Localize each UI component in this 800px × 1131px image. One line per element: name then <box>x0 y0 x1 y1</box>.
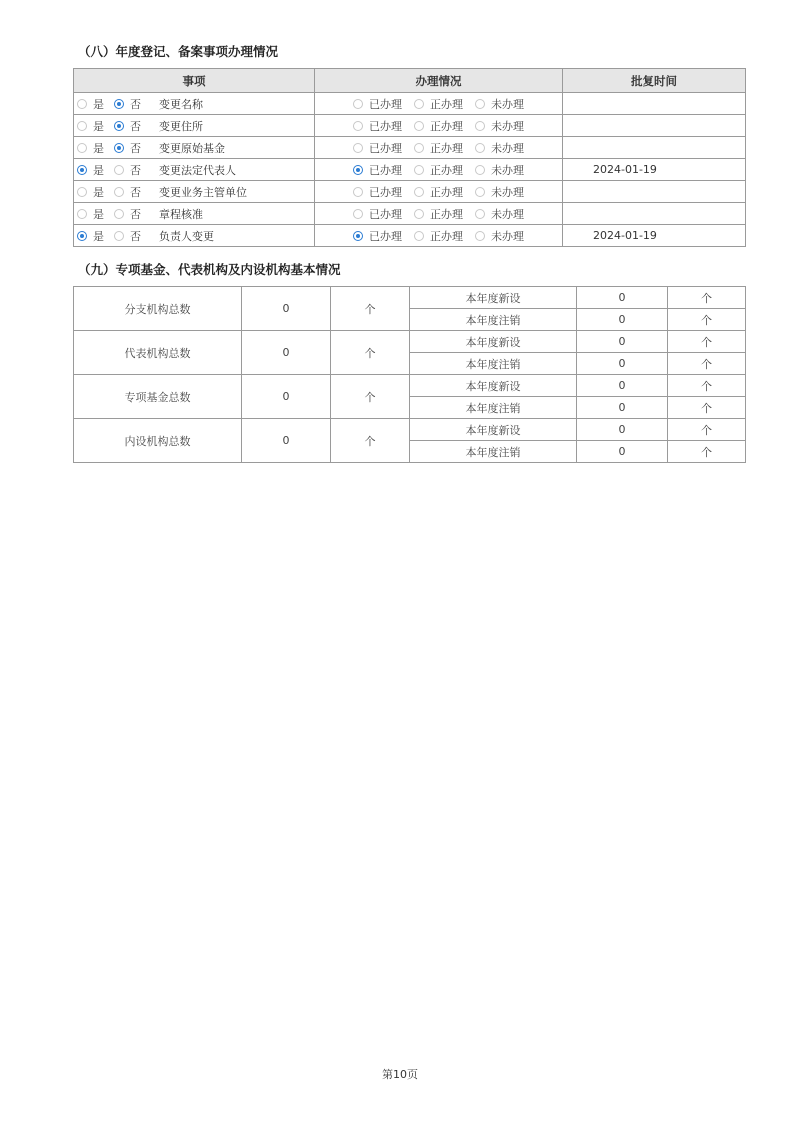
item-name: 变更原始基金 <box>159 141 225 155</box>
header-approval-date: 批复时间 <box>563 69 746 93</box>
status-cell <box>315 159 563 181</box>
approval-date-cell <box>563 181 746 203</box>
item-name: 变更业务主管单位 <box>159 185 247 199</box>
status-label: 未办理 <box>491 185 524 199</box>
approval-date <box>563 137 745 158</box>
approval-date <box>563 115 745 136</box>
unit-label: 个 <box>668 441 746 463</box>
yes-label: 是 <box>93 229 104 243</box>
status-cell <box>315 115 563 137</box>
approval-date <box>563 203 745 224</box>
status-radio-group <box>315 203 562 224</box>
status-radio[interactable] <box>475 143 485 153</box>
status-option <box>353 184 406 200</box>
no-radio[interactable] <box>114 231 124 241</box>
status-label: 正办理 <box>430 207 463 221</box>
cancel-count: 0 <box>577 309 668 331</box>
new-count: 0 <box>577 331 668 353</box>
org-type-name: 代表机构总数 <box>74 331 242 375</box>
item-cell <box>74 203 315 225</box>
status-option <box>475 228 528 244</box>
yes-label: 是 <box>93 207 104 221</box>
no-radio[interactable] <box>114 187 124 197</box>
no-label: 否 <box>130 119 141 133</box>
no-radio[interactable] <box>114 209 124 219</box>
unit-label: 个 <box>331 331 410 375</box>
status-radio-group <box>315 137 562 158</box>
status-label: 正办理 <box>430 229 463 243</box>
status-option <box>414 118 467 134</box>
yes-radio[interactable] <box>77 143 87 153</box>
no-label: 否 <box>130 141 141 155</box>
cancel-count: 0 <box>577 353 668 375</box>
item-radio-group <box>74 181 314 202</box>
table-row <box>74 203 746 225</box>
new-label: 本年度新设 <box>410 287 577 309</box>
status-option <box>475 184 528 200</box>
table-row <box>74 287 746 309</box>
new-count: 0 <box>577 375 668 397</box>
yes-radio[interactable] <box>77 99 87 109</box>
unit-label: 个 <box>331 419 410 463</box>
organization-table <box>73 286 746 463</box>
status-option <box>475 96 528 112</box>
item-radio-group <box>74 93 314 114</box>
approval-date-cell <box>563 203 746 225</box>
section-8-title: （八）年度登记、备案事项办理情况 <box>78 44 279 59</box>
table-row <box>74 225 746 247</box>
item-radio-group <box>74 203 314 224</box>
status-label: 未办理 <box>491 163 524 177</box>
table-row <box>74 93 746 115</box>
org-total-count: 0 <box>242 287 331 331</box>
status-option <box>414 162 467 178</box>
approval-date-cell <box>563 115 746 137</box>
status-option <box>353 206 406 222</box>
approval-date-cell <box>563 159 746 181</box>
status-radio[interactable] <box>475 165 485 175</box>
status-radio[interactable] <box>475 231 485 241</box>
status-label: 已办理 <box>369 97 402 111</box>
status-label: 正办理 <box>430 119 463 133</box>
unit-label: 个 <box>668 375 746 397</box>
status-radio[interactable] <box>475 187 485 197</box>
yes-radio[interactable] <box>77 187 87 197</box>
item-cell <box>74 93 315 115</box>
no-label: 否 <box>130 207 141 221</box>
yes-radio[interactable] <box>77 165 87 175</box>
status-cell <box>315 137 563 159</box>
status-radio[interactable] <box>414 187 424 197</box>
status-option <box>475 118 528 134</box>
table-row <box>74 375 746 397</box>
status-radio-group <box>315 115 562 136</box>
yes-label: 是 <box>93 119 104 133</box>
unit-label: 个 <box>331 375 410 419</box>
status-radio[interactable] <box>353 165 363 175</box>
no-radio[interactable] <box>114 143 124 153</box>
new-label: 本年度新设 <box>410 419 577 441</box>
yes-label: 是 <box>93 141 104 155</box>
unit-label: 个 <box>668 287 746 309</box>
cancel-count: 0 <box>577 397 668 419</box>
no-radio[interactable] <box>114 99 124 109</box>
status-label: 未办理 <box>491 119 524 133</box>
no-radio[interactable] <box>114 121 124 131</box>
org-type-name: 分支机构总数 <box>74 287 242 331</box>
status-label: 已办理 <box>369 229 402 243</box>
item-name: 章程核准 <box>159 207 203 221</box>
org-total-count: 0 <box>242 331 331 375</box>
no-label: 否 <box>130 185 141 199</box>
item-name: 变更法定代表人 <box>159 163 236 177</box>
status-radio[interactable] <box>353 231 363 241</box>
status-radio[interactable] <box>353 187 363 197</box>
status-option <box>414 140 467 156</box>
no-label: 否 <box>130 163 141 177</box>
status-label: 正办理 <box>430 185 463 199</box>
status-cell <box>315 93 563 115</box>
status-radio[interactable] <box>353 143 363 153</box>
header-status: 办理情况 <box>315 69 563 93</box>
status-label: 正办理 <box>430 141 463 155</box>
cancel-label: 本年度注销 <box>410 397 577 419</box>
status-label: 正办理 <box>430 97 463 111</box>
new-label: 本年度新设 <box>410 331 577 353</box>
item-radio-group <box>74 159 314 180</box>
status-option <box>475 206 528 222</box>
new-count: 0 <box>577 419 668 441</box>
status-label: 未办理 <box>491 229 524 243</box>
status-cell <box>315 225 563 247</box>
status-radio[interactable] <box>475 209 485 219</box>
cancel-label: 本年度注销 <box>410 309 577 331</box>
unit-label: 个 <box>331 287 410 331</box>
status-radio[interactable] <box>353 209 363 219</box>
table-row <box>74 159 746 181</box>
approval-date-cell <box>563 93 746 115</box>
yes-radio[interactable] <box>77 231 87 241</box>
status-label: 已办理 <box>369 185 402 199</box>
yes-label: 是 <box>93 97 104 111</box>
no-label: 否 <box>130 97 141 111</box>
status-label: 未办理 <box>491 141 524 155</box>
approval-date: 2024-01-19 <box>593 229 657 242</box>
approval-date: 2024-01-19 <box>593 163 657 176</box>
status-option <box>353 140 406 156</box>
status-radio-group <box>315 93 562 114</box>
new-count: 0 <box>577 287 668 309</box>
no-radio[interactable] <box>114 165 124 175</box>
org-type-name: 专项基金总数 <box>74 375 242 419</box>
status-option <box>353 118 406 134</box>
approval-date-cell <box>563 137 746 159</box>
yes-radio[interactable] <box>77 121 87 131</box>
no-label: 否 <box>130 229 141 243</box>
new-label: 本年度新设 <box>410 375 577 397</box>
table-row <box>74 419 746 441</box>
item-name: 变更住所 <box>159 119 203 133</box>
status-option <box>414 206 467 222</box>
status-radio[interactable] <box>353 121 363 131</box>
status-label: 已办理 <box>369 119 402 133</box>
yes-label: 是 <box>93 185 104 199</box>
unit-label: 个 <box>668 331 746 353</box>
status-option <box>475 162 528 178</box>
org-total-count: 0 <box>242 375 331 419</box>
status-label: 未办理 <box>491 97 524 111</box>
header-item: 事项 <box>74 69 315 93</box>
status-radio[interactable] <box>414 143 424 153</box>
item-cell <box>74 115 315 137</box>
cancel-label: 本年度注销 <box>410 441 577 463</box>
approval-date <box>563 93 745 114</box>
status-radio[interactable] <box>475 99 485 109</box>
approval-date-cell <box>563 225 746 247</box>
table-row <box>74 137 746 159</box>
page-number: 第10页 <box>382 1068 418 1081</box>
status-label: 已办理 <box>369 163 402 177</box>
table-row <box>74 331 746 353</box>
status-radio[interactable] <box>414 99 424 109</box>
item-cell <box>74 137 315 159</box>
status-cell <box>315 181 563 203</box>
org-total-count: 0 <box>242 419 331 463</box>
status-radio[interactable] <box>414 209 424 219</box>
item-name: 负责人变更 <box>159 229 214 243</box>
cancel-label: 本年度注销 <box>410 353 577 375</box>
unit-label: 个 <box>668 397 746 419</box>
item-cell <box>74 159 315 181</box>
status-radio[interactable] <box>353 99 363 109</box>
status-radio-group <box>315 159 562 180</box>
org-type-name: 内设机构总数 <box>74 419 242 463</box>
yes-radio[interactable] <box>77 209 87 219</box>
unit-label: 个 <box>668 309 746 331</box>
cancel-count: 0 <box>577 441 668 463</box>
approval-date <box>563 181 745 202</box>
status-radio[interactable] <box>414 121 424 131</box>
status-option <box>414 96 467 112</box>
status-label: 已办理 <box>369 207 402 221</box>
status-option <box>353 96 406 112</box>
table-row <box>74 115 746 137</box>
unit-label: 个 <box>668 419 746 441</box>
item-radio-group <box>74 225 314 246</box>
status-option <box>353 162 406 178</box>
item-cell <box>74 225 315 247</box>
status-option <box>414 184 467 200</box>
item-radio-group <box>74 137 314 158</box>
status-label: 未办理 <box>491 207 524 221</box>
yes-label: 是 <box>93 163 104 177</box>
status-option <box>475 140 528 156</box>
status-radio[interactable] <box>414 165 424 175</box>
status-option <box>353 228 406 244</box>
item-radio-group <box>74 115 314 136</box>
section-9-title: （九）专项基金、代表机构及内设机构基本情况 <box>78 262 341 277</box>
status-label: 已办理 <box>369 141 402 155</box>
item-cell <box>74 181 315 203</box>
status-label: 正办理 <box>430 163 463 177</box>
status-radio[interactable] <box>414 231 424 241</box>
status-radio-group <box>315 181 562 202</box>
status-cell <box>315 203 563 225</box>
registration-table <box>73 68 746 247</box>
item-name: 变更名称 <box>159 97 203 111</box>
table-row <box>74 181 746 203</box>
status-radio[interactable] <box>475 121 485 131</box>
status-option <box>414 228 467 244</box>
unit-label: 个 <box>668 353 746 375</box>
status-radio-group <box>315 225 562 246</box>
